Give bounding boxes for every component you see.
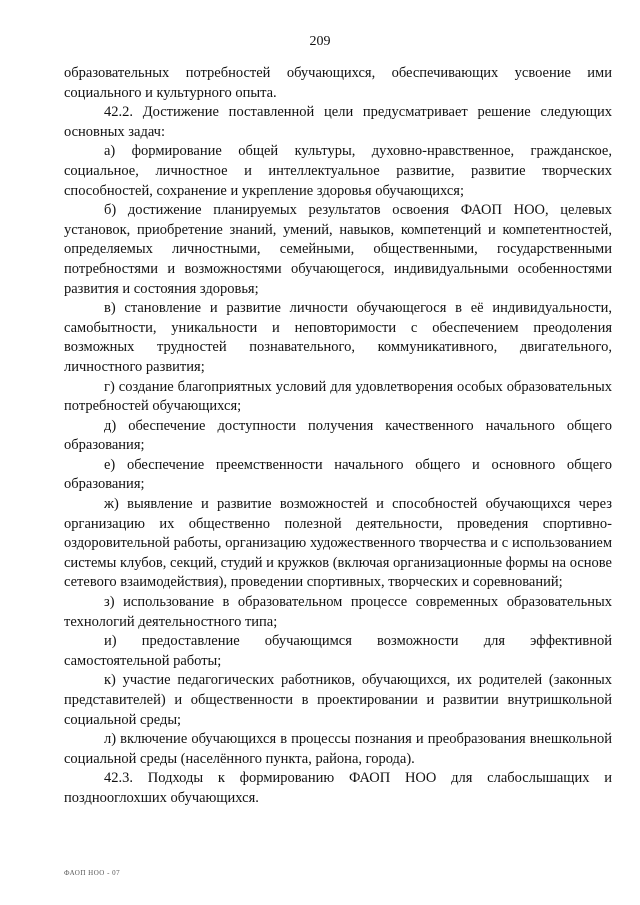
paragraph-42-3: 42.3. Подходы к формированию ФАОП НОО для слабослышащих и позднооглохших обучающихся. <box>64 770 612 806</box>
paragraph-item-l: л) включение обучающихся в процессы познания и преобразования внешкольной социальной среды (населённого пункта, района, города). <box>64 731 612 767</box>
document-body <box>64 64 612 809</box>
paragraph-continuation: образовательных потребностей обучающихся, обеспечивающих усвоение ими социального и культурного опыта. <box>64 65 612 101</box>
paragraph-item-d: д) обеспечение доступности получения качественного начального общего образования; <box>64 417 612 454</box>
paragraph-item-k: к) участие педагогических работников, обучающихся, их родителей (законных представителей) и общественности в проектировании и развитии внутришкольной социальной среды; <box>64 672 612 728</box>
paragraph-item-b: б) достижение планируемых результатов освоения ФАОП НОО, целевых установок, приобретение знаний, умений, навыков, компетенций и компетентностей, определяемых личностными, семейными, общественными, государственными потребностями и возможностями обучающегося, индивидуальными особенностями развития и состояния здоровья; <box>64 202 612 297</box>
paragraph-item-z: з) использование в образовательном процессе современных образовательных технологий деятельностного типа; <box>64 594 612 630</box>
paragraph-item-v: в) становление и развитие личности обучающегося в её индивидуальности, самобытности, уникальности и неповторимости с обеспечением преодоления возможных трудностей познавательного, коммуникативного, двигательного, личностного развития; <box>64 300 612 375</box>
paragraph-42-2: 42.2. Достижение поставленной цели предусматривает решение следующих основных задач: <box>64 104 612 140</box>
paragraph-item-i: и) предоставление обучающимся возможности для эффективной самостоятельной работы; <box>64 633 612 669</box>
paragraph-item-zh: ж) выявление и развитие возможностей и способностей обучающихся через организацию их общественно полезной деятельности, проведения спортивно-оздоровительной работы, организацию художественного творчества и с использованием системы клубов, секций, студий и кружков (включая организационные формы на основе сетевого взаимодействия), проведении спортивных, творческих и соревнований; <box>64 496 612 591</box>
footer-document-code: ФАОП НОО - 07 <box>64 869 121 877</box>
paragraph-item-e: е) обеспечение преемственности начального общего и основного общего образования; <box>64 456 612 493</box>
paragraph-item-g: г) создание благоприятных условий для удовлетворения особых образовательных потребностей обучающихся; <box>64 378 612 415</box>
page-number: 209 <box>309 34 331 49</box>
paragraph-item-a: а) формирование общей культуры, духовно-нравственное, гражданское, социальное, личностное и интеллектуальное развитие, развитие творческих способностей, сохранение и укрепление здоровья обучающихся; <box>64 143 612 199</box>
